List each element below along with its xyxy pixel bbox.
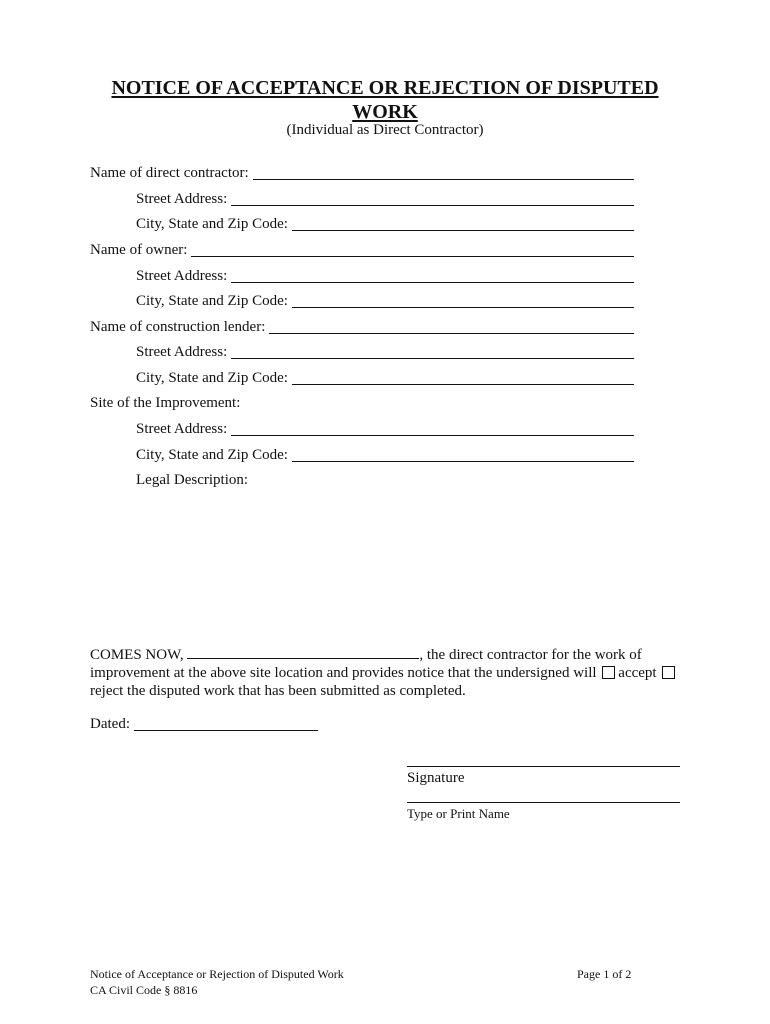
- footer-left: [90, 966, 344, 998]
- owner-street-label: Street Address:: [136, 268, 228, 284]
- signature-line[interactable]: [407, 766, 680, 767]
- dated-blank[interactable]: [134, 716, 318, 731]
- legal-description-label: Legal Description:: [136, 472, 249, 488]
- lender-city-field: [136, 367, 634, 387]
- site-street-field: [136, 418, 634, 438]
- print-name-line[interactable]: [407, 802, 680, 803]
- contractor-city-label: City, State and Zip Code:: [136, 216, 288, 232]
- owner-city-field: [136, 290, 634, 310]
- comes-now-text: COMES NOW,: [90, 647, 184, 663]
- footer-page-number: Page 1 of 2: [577, 967, 632, 981]
- owner-city-blank[interactable]: [292, 293, 634, 308]
- notice-paragraph: [90, 646, 680, 700]
- site-street-blank[interactable]: [231, 421, 634, 436]
- notice-text: , the direct contractor for the work of improvement at the above site location and provides notice that the undersigned will: [90, 647, 642, 681]
- dated-field: [90, 716, 318, 733]
- owner-street-field: [136, 265, 634, 285]
- lender-street-label: Street Address:: [136, 344, 228, 360]
- owner-field: [90, 239, 634, 259]
- document-subtitle: (Individual as Direct Contractor): [286, 122, 484, 138]
- accept-checkbox[interactable]: [602, 666, 615, 679]
- dated-label: Dated:: [90, 716, 130, 732]
- lender-blank[interactable]: [269, 319, 634, 334]
- contractor-street-label: Street Address:: [136, 191, 228, 207]
- footer-doc-title: Notice of Acceptance or Rejection of Disputed Work: [90, 967, 344, 981]
- owner-street-blank[interactable]: [231, 268, 634, 283]
- direct-contractor-label: Name of direct contractor:: [90, 165, 249, 181]
- contractor-name-blank[interactable]: [187, 646, 419, 659]
- direct-contractor-field: [90, 162, 634, 182]
- site-city-field: [136, 444, 634, 464]
- print-name-label: Type or Print Name: [407, 806, 510, 821]
- contractor-street-blank[interactable]: [231, 191, 634, 206]
- owner-blank[interactable]: [191, 242, 634, 257]
- owner-label: Name of owner:: [90, 242, 188, 258]
- site-city-blank[interactable]: [292, 447, 634, 462]
- lender-field: [90, 316, 634, 336]
- lender-label: Name of construction lender:: [90, 319, 266, 335]
- site-street-label: Street Address:: [136, 421, 228, 437]
- lender-city-label: City, State and Zip Code:: [136, 370, 288, 386]
- reject-label: reject the disputed work that has been submitted as completed.: [90, 683, 466, 699]
- lender-street-field: [136, 341, 634, 361]
- lender-city-blank[interactable]: [292, 370, 634, 385]
- signature-label: Signature: [407, 770, 465, 786]
- owner-city-label: City, State and Zip Code:: [136, 293, 288, 309]
- contractor-city-field: [136, 213, 634, 233]
- direct-contractor-blank[interactable]: [253, 165, 634, 180]
- accept-label: accept: [618, 665, 657, 681]
- contractor-street-field: [136, 188, 634, 208]
- site-label: Site of the Improvement:: [90, 395, 241, 411]
- contractor-city-blank[interactable]: [292, 216, 634, 231]
- document-title: NOTICE OF ACCEPTANCE OR REJECTION OF DISPUTED WORK: [111, 77, 659, 123]
- footer-code: CA Civil Code § 8816: [90, 983, 198, 997]
- reject-checkbox[interactable]: [662, 666, 675, 679]
- site-city-label: City, State and Zip Code:: [136, 447, 288, 463]
- lender-street-blank[interactable]: [231, 344, 634, 359]
